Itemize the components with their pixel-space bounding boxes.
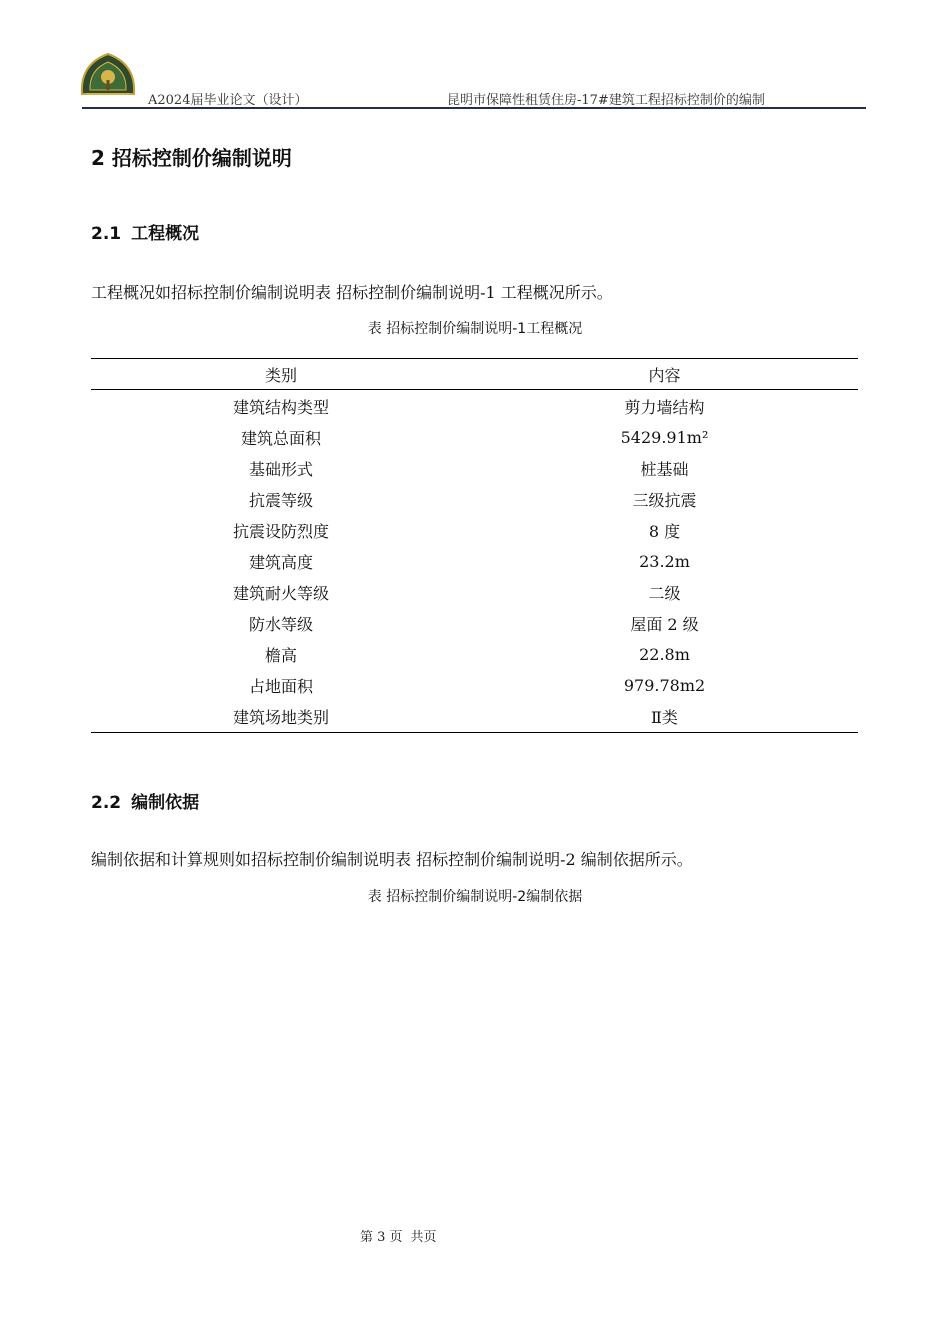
table-row: [91, 670, 858, 701]
table-caption-overview: 表 招标控制价编制说明-1工程概况: [367, 321, 583, 337]
cell-content: 8 度: [648, 522, 681, 541]
subsection-heading-basis: [91, 788, 199, 813]
cell-content: 22.8m: [639, 645, 690, 664]
header-content: 内容: [471, 359, 858, 390]
cell-category: 基础形式: [248, 460, 313, 479]
subsection-title: 编制依据: [131, 793, 200, 813]
cell-content: 979.78m2: [623, 676, 706, 695]
cell-content: 屋面 2 级: [630, 615, 699, 634]
header-category: 类别: [91, 359, 471, 390]
cell-content: 23.2m: [639, 552, 690, 571]
cell-content: 三级抗震: [632, 491, 697, 510]
cell-content: 5429.91m²: [620, 428, 709, 447]
cell-category: 抗震等级: [248, 491, 313, 510]
basis-paragraph: 编制依据和计算规则如招标控制价编制说明表 招标控制价编制说明-2 编制依据所示。: [91, 850, 693, 869]
page-total: 共页: [410, 1230, 437, 1245]
page-number: 第 3 页: [360, 1230, 403, 1245]
table-row: [91, 484, 858, 515]
table-row: [91, 701, 858, 733]
table-row: [91, 608, 858, 639]
section-title: 2 招标控制价编制说明: [91, 146, 292, 170]
cell-category: 建筑耐火等级: [232, 584, 329, 603]
subsection-heading-overview: [91, 219, 199, 244]
cell-category: 建筑总面积: [240, 429, 321, 448]
table-row: [91, 422, 858, 453]
table-row: [91, 639, 858, 670]
table-caption-basis: 表 招标控制价编制说明-2编制依据: [367, 889, 583, 905]
subsection-title: 工程概况: [131, 224, 200, 244]
table-row: [91, 546, 858, 577]
cell-content: 剪力墙结构: [624, 398, 705, 417]
table-row: [91, 577, 858, 608]
cell-content: Ⅱ类: [471, 701, 858, 733]
cell-category: 建筑场地类别: [91, 701, 471, 733]
table-row: [91, 515, 858, 546]
page-footer: [360, 1226, 445, 1245]
project-overview-table: [91, 358, 858, 733]
table-row: [91, 390, 858, 423]
cell-category: 建筑高度: [248, 553, 313, 572]
cell-category: 建筑结构类型: [232, 398, 329, 417]
cell-category: 抗震设防烈度: [232, 522, 329, 541]
table-header-row: [91, 359, 858, 390]
header-project-title: 昆明市保障性租赁住房-17#建筑工程招标控制价的编制: [447, 93, 765, 108]
cell-content: 二级: [648, 584, 681, 603]
subsection-number: 2.1: [91, 224, 122, 244]
subsection-number: 2.2: [91, 793, 122, 813]
overview-paragraph: 工程概况如招标控制价编制说明表 招标控制价编制说明-1 工程概况所示。: [91, 283, 613, 302]
university-logo: [78, 50, 138, 96]
cell-category: 占地面积: [248, 677, 313, 696]
cell-category: 防水等级: [248, 615, 313, 634]
header-thesis-label: A2024届毕业论文（设计）: [148, 93, 308, 108]
table-row: [91, 453, 858, 484]
cell-category: 檐高: [264, 646, 297, 665]
header-divider: [82, 107, 866, 109]
cell-content: 桩基础: [640, 460, 689, 479]
